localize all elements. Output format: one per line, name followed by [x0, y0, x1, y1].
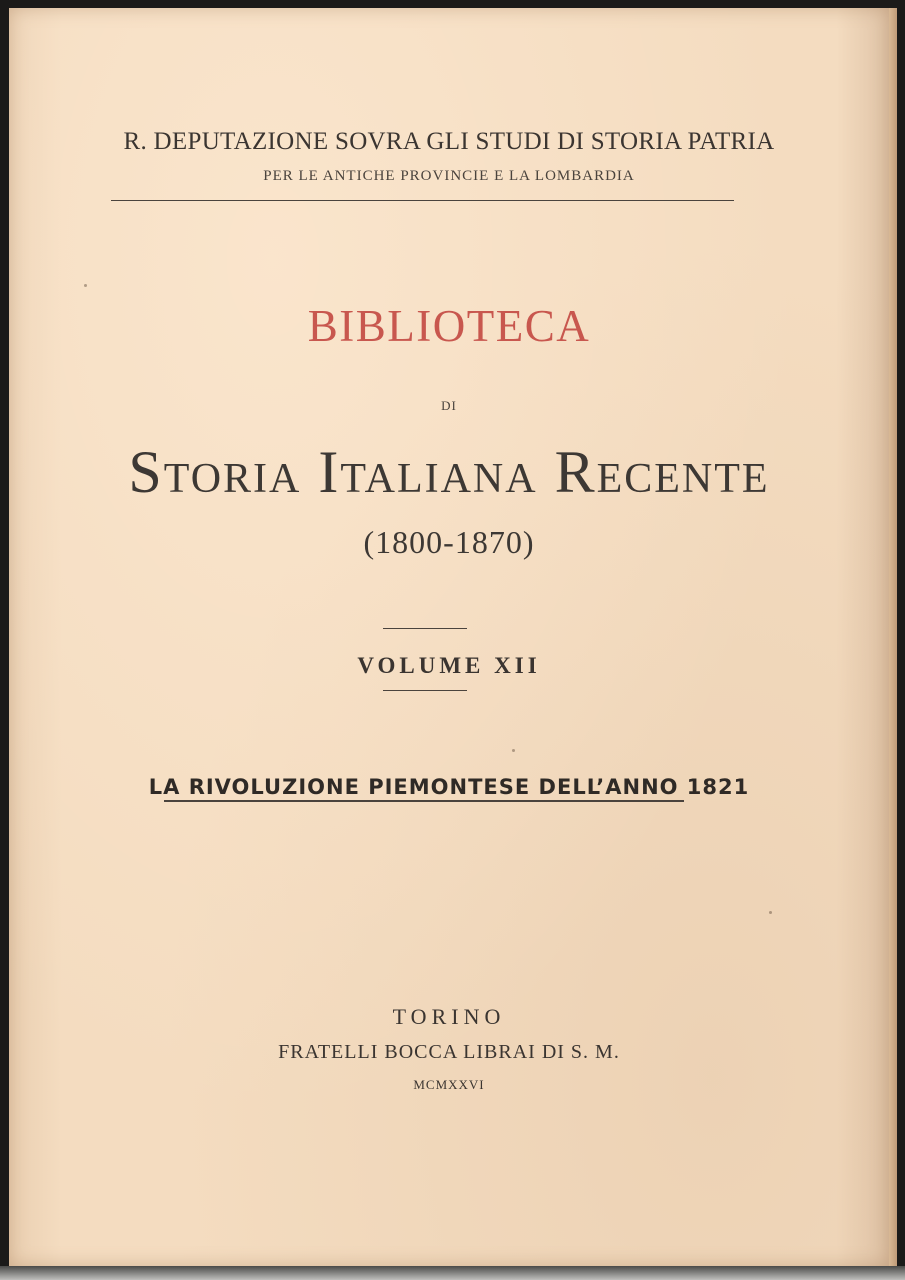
series-years: (1800-1870) [363, 524, 535, 560]
volume-number: VOLUME XII [357, 653, 541, 678]
publication-place: TORINO [392, 1004, 506, 1029]
paper-speck [512, 749, 515, 752]
header-divider [111, 200, 734, 201]
series-label: BIBLIOTECA [307, 301, 591, 351]
cover-right-edge [889, 8, 897, 1266]
volume-rule-bottom [383, 690, 467, 691]
work-title: LA RIVOLUZIONE PIEMONTESE DELL’ANNO 1821 [148, 775, 750, 799]
work-title-underline [164, 800, 684, 802]
book-cover [9, 8, 889, 1266]
scanner-bed-edge [0, 1266, 905, 1280]
society-name: R. DEPUTAZIONE SOVRA GLI STUDI DI STORIA PATRIA [123, 128, 775, 155]
publisher-name: FRATELLI BOCCA LIBRAI DI S. M. [278, 1041, 620, 1063]
society-subtitle: PER LE ANTICHE PROVINCIE E LA LOMBARDIA [263, 168, 635, 184]
volume-rule-top [383, 628, 467, 629]
publication-year: MCMXXVI [413, 1077, 485, 1092]
paper-speck [84, 284, 87, 287]
series-connector: DI [441, 398, 457, 413]
series-title: Storia Italiana Recente [128, 439, 770, 505]
paper-speck [769, 911, 772, 914]
